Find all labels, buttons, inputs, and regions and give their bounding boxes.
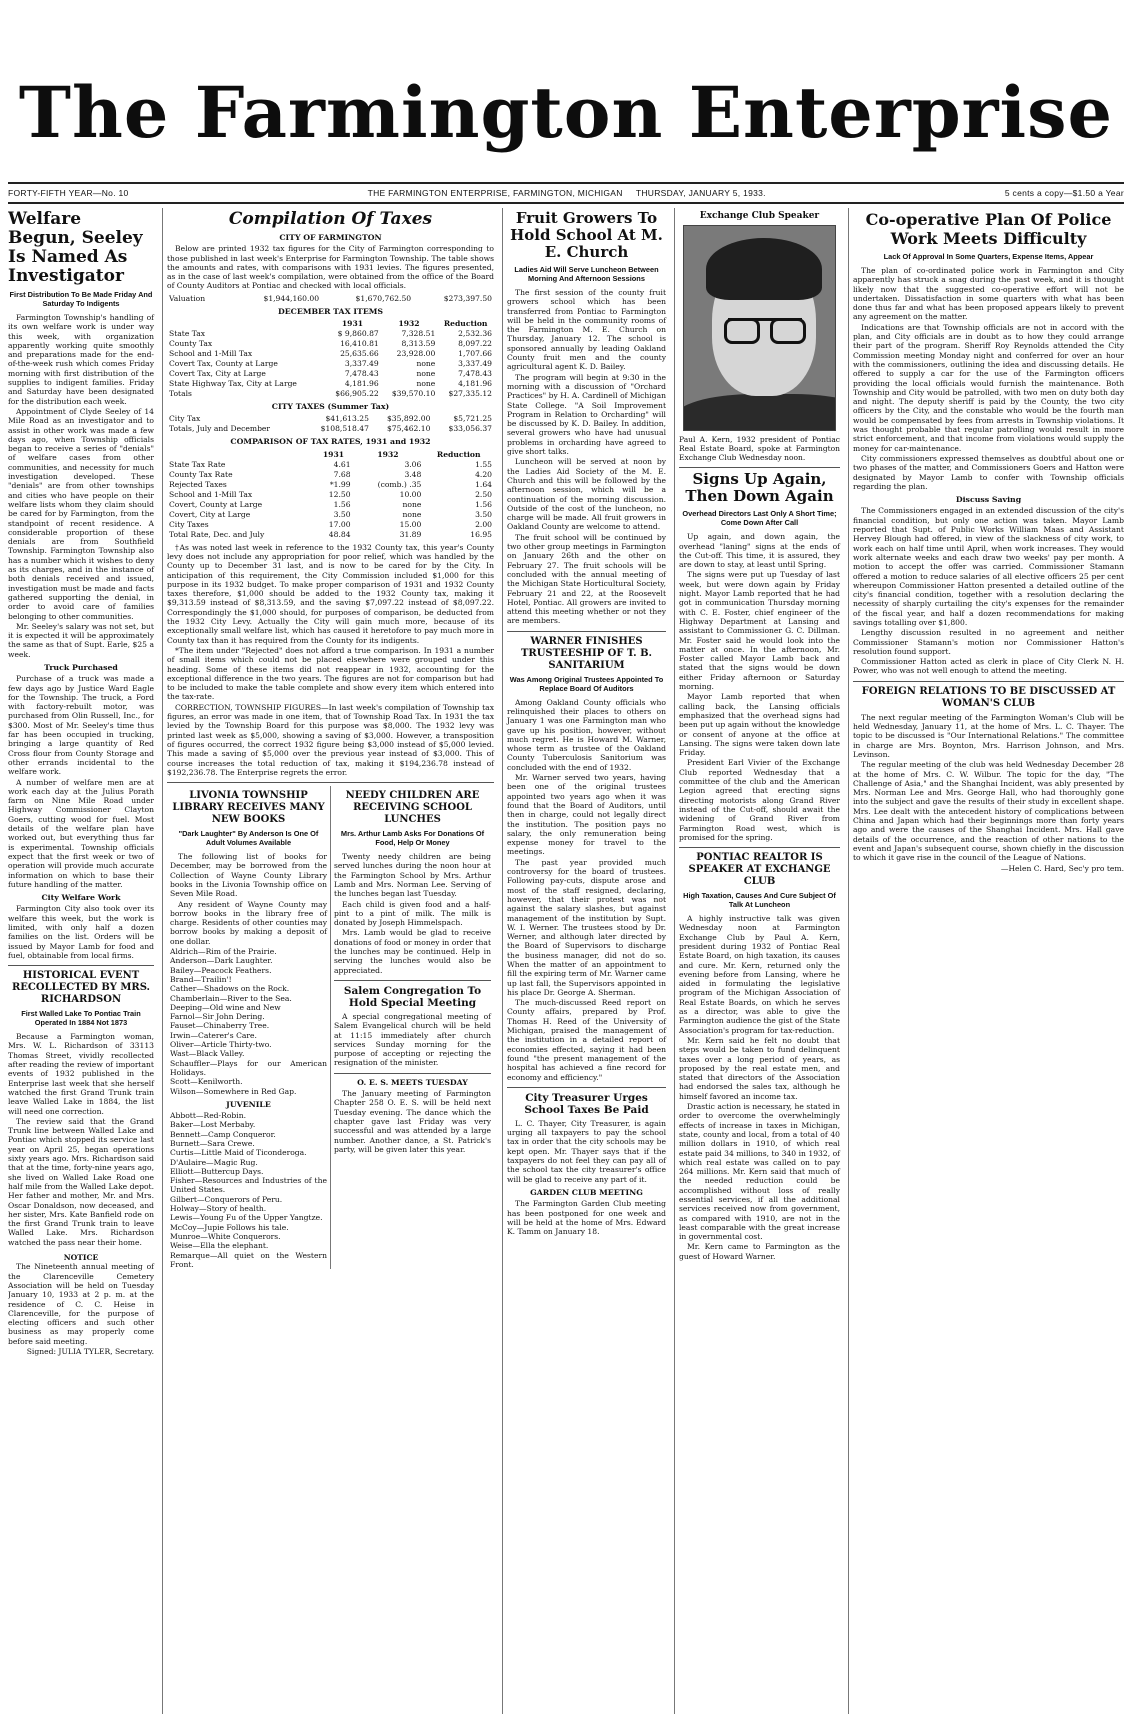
taxes-note-1: †As was noted last week in reference to the 1932 County tax, this year's County levy does not include any appropriation for poor relief, which was handled by the County up to December 31 last, and is now to be cared for by the City. In anticipation of this requirement, the City Commission included $1,000 for this purpose in its 1932 budget. To make proper comparison of 1931 and 1932 County taxes therefore, $1,000 should be added to the 1932 County tax, making it $9,313.59 instead of $8,313.59, and the saving $7,097.22 instead of $8,097.22. Correspondingly the $1,000 should, for purposes of comparison, be deducted from the 1932 City Levy. Actually the City will gain much more, because of its exceptionally small welfare list, which has caused it heretofore to pay much more in County tax than it has required from the County for its indigents.: [167, 542, 494, 645]
cell-1932: none: [402, 509, 422, 519]
cell-1931: $ 9,860.87: [337, 329, 379, 339]
needy-p1: Twenty needy children are being served lunches during the noon hour at the Farmington School by Mrs. Arthur Lamb and Mrs. Norman Lee. Serving of the lunches began last Tuesday.: [334, 852, 491, 899]
realtor-deck: High Taxation, Causes And Cure Subject Of Talk At Luncheon: [683, 891, 836, 910]
cell-1931: 4.61: [333, 459, 351, 469]
year-number: FORTY-FIFTH YEAR—No. 10: [8, 188, 129, 198]
welfare-subhead-truck: Truck Purchased: [44, 662, 118, 672]
cell-label: State Tax Rate: [169, 459, 226, 469]
cell-reduction: 4.20: [475, 469, 492, 479]
table-row-totals: [167, 389, 494, 399]
oes-headline: O. E. S. MEETS TUESDAY: [357, 1077, 468, 1087]
table-row: [167, 379, 494, 389]
notice-title: NOTICE: [63, 1253, 99, 1263]
december-tax-table: [167, 319, 494, 399]
cell-1932: 3.06: [404, 459, 422, 469]
list-item: Deeping—Old wine and New: [170, 1002, 281, 1012]
fruit-p4: The fruit school will be continued by two other group meetings in Farmington on January 26th and the other on February 27. The fruit schools will be concluded with the annual meeting of the Michigan State Horticultural Society, February 21 and 22, at the Roosevelt Hotel, Pontiac. All growers are invited to attend this meeting whether or not they are members.: [507, 532, 666, 626]
table-row: [167, 460, 494, 470]
table-row: [167, 414, 494, 424]
warner-p3: The past year provided much controversy for the board of trustees. Following pay-cuts, dispute arose and most of the staff resigned, declaring, however, that their protest was not against the salary slashes, but against management of the institution by Supt. W. I. Werner. The trustees stood by Dr. Werner, and although later directed by the Board of Supervisors to discharge the business manager, did not do so. When the matter of an appointment to fill the expiring term of Mr. Warner came up last fall, the Supervisors appointed in his place Dr. George A. Sherman.: [507, 857, 666, 997]
cell-label: Covert Tax, City at Large: [169, 369, 266, 379]
cell-1932: 23,928.00: [396, 349, 436, 359]
exchange-label: Exchange Club Speaker: [699, 211, 820, 221]
issue-date: THURSDAY, JANUARY 5, 1933.: [635, 188, 766, 198]
cell-reduction: 2.00: [475, 519, 492, 529]
paper-line: THE FARMINGTON ENTERPRISE, FARMINGTON, MICHIGAN: [367, 188, 623, 198]
dec-table-title: DECEMBER TAX ITEMS: [277, 306, 384, 316]
cell-1931: 7.68: [333, 469, 351, 479]
cell-reduction: 3,337.49: [458, 359, 492, 369]
cell-reduction: 4,181.96: [458, 379, 492, 389]
column-2: [162, 208, 498, 1714]
cell-1931: 25,635.66: [340, 349, 379, 359]
cell-reduction: 2,532.36: [458, 329, 492, 339]
library-deck: "Dark Laughter" By Anderson Is One Of Adult Volumes Available: [178, 829, 319, 848]
newspaper-title: The Farmington Enterprise: [18, 71, 1114, 154]
divider: [507, 631, 666, 632]
notice-signed: Signed: JULIA TYLER, Secretary.: [26, 1346, 154, 1356]
fruit-deck: Ladies Aid Will Serve Luncheon Between Morning And Afternoon Sessions: [514, 265, 659, 283]
cell-1931: $66,905.22: [335, 389, 379, 399]
realtor-p3: Drastic action is necessary, he stated in order to overcome the overwhelmingly effects of increase in taxes in Michigan, state, county and local, from a total of 40 million dollars in 1910, of which real estate paid 34 millions, to 340 in 1932, of which real estate was called on to pay 264 millions. Mr. Kern said that much of the needed reduction could be accomplished without loss of really essential services, if all the additional services received now from government, as compared with 1910, are not in the least comparable with the great increase in governmental cost.: [679, 1102, 840, 1242]
list-item: Farnol—Sir John Dering.: [170, 1012, 265, 1022]
column-4: [674, 208, 844, 1714]
fruit-p2: The program will begin at 9:30 in the morning with a discussion of "Orchard Practices" by H. A. Cardinell of Michigan State College. "A Soil Improvement Program in Relation to Orcharding" will be discussed by K. D. Bailey. In addition, several growers who have had unusual problems in orcharding have agreed to give short talks.: [507, 372, 666, 457]
taxes-intro: Below are printed 1932 tax figures for the City of Farmington corresponding to those published in last week's Enterprise for Farmington Township. The table shows the amounts and rates, with comparisons with 1931 levies. The figures presented, as in the case of last week's compilation, were obtained from the office of the Board of County Auditors at Pontiac and checked with local officials.: [167, 244, 494, 291]
cell-label: Valuation: [169, 293, 206, 303]
list-item: Abbott—Red-Robin.: [170, 1111, 246, 1121]
cell-1932: $75,462.10: [386, 424, 431, 434]
cell-reduction: 3.50: [475, 509, 492, 519]
library-p1: The following list of books for December, may be borrowed from the Collection of Wayne County Library books in the Livonia Township office on Seven Mile Road.: [170, 852, 327, 899]
list-item: Cather—Shadows on the Rock.: [170, 984, 290, 994]
warner-headline: WARNER FINISHES TRUSTEESHIP OF T. B. SANITARIUM: [520, 635, 653, 671]
list-item: Bennett—Camp Conqueror.: [170, 1129, 276, 1139]
cell-1932: (comb.) .35: [377, 479, 422, 489]
cell-reduction: 2.50: [475, 489, 492, 499]
taxes-headline: Compilation Of Taxes: [228, 209, 433, 229]
foreign-p2: The regular meeting of the club was held Wednesday December 28 at the home of Mrs. C. W. Wilbur. The topic for the day, "The Challenge of Asia," and the Shanghai Incident, was ably presented by Mrs. Norman Lee and Mrs. George Hall, who had thoroughly gone into the subject and gave the results of their study in excellent shape. Mrs. Lee dealt with the antecedent history of complications between China and Japan which had their beginnings more than forty years ago and were the causes of the Shanghai Incident. Mrs. Hall gave details of the occurrence, and the reaction of other nations to the event and Japan's subsequent course, shown chiefly in the discussion to which it gave rise in the council of the League of Nations.: [853, 760, 1124, 863]
realtor-p2: Mr. Kern said he felt no doubt that steps would be taken to fund delinquent taxes over a long period of years, as proposed by the real estate men, and stated that directors of the Association had endorsed the sales tax, although he himself favored an income tax.: [679, 1035, 840, 1101]
table-row: [167, 510, 494, 520]
city-tax-table: [167, 414, 494, 434]
library-article: [167, 786, 330, 1269]
columns: [8, 208, 1124, 1714]
list-item: Burnett—Sara Crewe.: [170, 1139, 255, 1148]
cell-reduction: $33,056.37: [448, 424, 492, 434]
cell-1932: 3.48: [404, 469, 422, 479]
warner-p4: The much-discussed Reed report on County affairs, prepared by Prof. Thomas H. Reed of the University of Michigan, praised the management of the institution in a detailed report of economies effected, saying it had been found "the present management of the hospital has achieved a fine record for economy and efficiency.": [507, 998, 666, 1082]
divider: [853, 681, 1124, 682]
foreign-headline: FOREIGN RELATIONS TO BE DISCUSSED AT WOMAN'S CLUB: [861, 685, 1116, 709]
divider: [334, 1073, 491, 1074]
folio-center: [129, 188, 1005, 198]
cell-1931: 12.50: [328, 489, 351, 499]
valuation-table: [167, 294, 494, 304]
police-deck: Lack Of Approval In Some Quarters, Expense Items, Appear: [883, 252, 1094, 261]
police-p6: Commissioner Hatton acted as clerk in place of City Clerk N. H. Power, who was not well enough to attend the meeting.: [853, 657, 1124, 676]
list-item: Wast—Black Valley.: [170, 1049, 245, 1059]
cell-1932: 31.89: [399, 529, 422, 539]
list-item: Baker—Lost Merbaby.: [170, 1120, 256, 1130]
signs-p1: Up again, and down again, the overhead "laning" signs at the ends of the Cut-off. This time, it is assured, they are down to stay, at least until Spring.: [679, 532, 840, 570]
list-item: Schauffler—Plays for our American Holidays.: [170, 1058, 327, 1077]
list-item: Gilbert—Conquerors of Peru.: [170, 1194, 283, 1204]
cell-label: Covert Tax, County at Large: [169, 359, 278, 369]
cell-1932: 10.00: [399, 489, 422, 499]
header-1932: 1932: [398, 319, 420, 329]
list-item: Fisher—Resources and Industries of the United States.: [170, 1176, 327, 1195]
cell-reduction: $27,335.12: [448, 389, 492, 399]
column-1: [8, 208, 158, 1714]
rates-table-title: COMPARISON OF TAX RATES, 1931 and 1932: [230, 437, 431, 447]
table-row-totals: [167, 530, 494, 540]
list-item: Weise—Ella the elephant.: [170, 1241, 269, 1251]
divider: [167, 782, 494, 783]
cell-1932: 8,313.59: [401, 339, 436, 349]
cell-1931: 16,410.81: [340, 339, 379, 349]
lower-subcolumns: [167, 786, 494, 1269]
cell-1931: $108,518.47: [320, 424, 369, 434]
welfare-p3: Mr. Seeley's salary was not set, but it is expected it will be approximately the same as that of Supt. Earle, $25 a week.: [8, 621, 154, 659]
list-item: Munroe—White Conquerors.: [170, 1231, 281, 1241]
list-item: Oliver—Article Thirty-two.: [170, 1040, 272, 1050]
divider: [334, 980, 491, 981]
cell-1931: 3.50: [333, 509, 351, 519]
cell-1932: none: [402, 499, 422, 509]
cell-1931: 3,337.49: [344, 359, 379, 369]
library-headline: LIVONIA TOWNSHIP LIBRARY RECEIVES MANY NEW BOOKS: [172, 790, 325, 826]
police-p3: City commissioners expressed themselves as doubtful about one or two phases of the matter, and Commissioners Goers and Hatton were designated by Mayor Lamb to confer with Township officials regarding the plan.: [853, 453, 1124, 491]
police-subhead: Discuss Saving: [955, 495, 1022, 505]
cell-1931: 7,478.43: [344, 369, 379, 379]
cell-reduction: $5,721.25: [453, 414, 492, 424]
fruit-headline: Fruit Growers To Hold School At M. E. Church: [510, 209, 663, 261]
historical-headline: HISTORICAL EVENT RECOLLECTED BY MRS. RICHARDSON: [11, 970, 151, 1006]
realtor-headline: PONTIAC REALTOR IS SPEAKER AT EXCHANGE CLUB: [688, 852, 831, 888]
list-item: Fauset—Chinaberry Tree.: [170, 1021, 270, 1031]
needy-deck: Mrs. Arthur Lamb Asks For Donations Of Food, Help Or Money: [340, 829, 485, 848]
cell-1932: none: [416, 369, 436, 379]
table-row: [167, 470, 494, 480]
needy-p2: Each child is given food and a half-pint to a pint of milk. The milk is donated by Joseph Himmelspach.: [334, 899, 491, 928]
cell-reduction: 7,478.43: [458, 369, 492, 379]
historical-p2: The review said that the Grand Trunk line between Walled Lake and Pontiac which stopped its service last year on April 25, began operations sixty years ago. Mrs. Richardson said that at the time, forty-nine years ago, she lived on Walled Lake Road one half mile from the Walled Lake depot. Her father and mother, Mr. and Mrs. Oscar Donaldson, now deceased, and her sister, Mrs. Kate Banfield rode on the first Grand Trunk train to leave Walled Lake. Mrs. Richardson watched the pass near their home.: [8, 1116, 154, 1247]
list-item: D'Aulaire—Magic Rug.: [170, 1157, 258, 1167]
realtor-p1: A highly instructive talk was given Wednesday noon at Farmington Exchange Club by Paul A. Kern, president during 1932 of Pontiac Real Estate Board, on high taxation, its causes and cure. Mr. Kern, returned only the evening before from Lansing, where he aided in formulating the legislative program of the Michigan Association of Real Estate Boards, on which he serves as a director, was able to give the Farmington audience the gist of the State Association's program for tax-reduction.: [679, 914, 840, 1035]
cell-1932: $1,670,762.50: [355, 293, 412, 303]
welfare-p4: Purchase of a truck was made a few days ago by Justice Ward Eagle for the Township. The truck, a Ford with factory-rebuilt motor, was purchased from Olin Russell, Inc., for $300. Most of Mr. Seeley's time thus far has been occupied in trucking, bringing a large quantity of Red Cross flour from County Storage and other errands incidental to the welfare work.: [8, 674, 154, 777]
city-table-title: CITY TAXES (Summer Tax): [271, 402, 390, 412]
welfare-headline: Welfare Begun, Seeley Is Named As Investigator: [8, 209, 143, 286]
cell-reduction: 1.64: [475, 479, 492, 489]
cell-1931: 1.56: [333, 499, 351, 509]
table-row: [167, 369, 494, 379]
signs-p2: The signs were put up Tuesday of last week, but were down again by Friday night. Mayor Lamb reported that he had got in communication Thursday morning with C. E. Foster, chief engineer of the Highway Department at Lansing and assistant to Commissioner G. C. Dillman. Mr. Foster said he would look into the matter at once. In the afternoon, Mr. Foster called Mayor Lamb back and stated that the signs would be down either Friday afternoon or Saturday morning.: [679, 570, 840, 692]
salem-headline: Salem Congregation To Hold Special Meeting: [343, 984, 482, 1009]
cell-1931: 17.00: [328, 519, 351, 529]
list-item: Lewis—Young Fu of the Upper Yangtze.: [170, 1213, 323, 1223]
cell-1932: 15.00: [399, 519, 422, 529]
cell-1931: $41,613.25: [325, 414, 369, 424]
realtor-p4: Mr. Kern came to Farmington as the guest of Howard Warner.: [679, 1242, 840, 1261]
cell-reduction: 1.56: [475, 499, 492, 509]
table-header-row: [167, 450, 494, 460]
divider: [8, 965, 154, 966]
police-p2: Indications are that Township officials are not in accord with the plan, and City officials are in doubt as to how they could arrange their part of the program. Sheriff Roy Reynolds attended the City Commission meeting Monday night and conferred for over an hour with the commissioners, outlining the idea and discussing details. He offered to supply a car for the use of the Farmington officers providing the local officials would furnish the maintenance. Both Township and City would be patrolled, with two men on duty both day and night. The deputy sheriff is paid by the County, the two city officers by the City, and the constable who would be the fourth man would be compensated by fees from arrests in Township violations. It was thought probable that regular patrolling would result in more strict enforcement, and that income from violations would supply the money for car-maintenance.: [853, 322, 1124, 453]
signs-p4: President Earl Vivier of the Exchange Club reported Wednesday that a committee of the club and the American Legion agreed that erecting signs directing motorists along Grand River instead of the Cut-off, should await the widening of Grand River from Farmington Road west, which is promised for the spring.: [679, 758, 840, 842]
cell-1931: *1.99: [329, 479, 351, 489]
cell-label: State Highway Tax, City at Large: [169, 379, 297, 389]
header-1931: 1931: [322, 449, 345, 459]
header-reduction: Reduction: [436, 449, 481, 459]
divider: [507, 1087, 666, 1088]
signs-headline: Signs Up Again, Then Down Again: [685, 470, 834, 506]
speaker-portrait: [683, 225, 836, 431]
list-item: Remarque—All quiet on the Western Front.: [170, 1250, 327, 1269]
library-p2: Any resident of Wayne County may borrow books in the library free of charge. Residents of other counties may borrow books by making a deposit of one dollar.: [170, 899, 327, 946]
divider: [679, 467, 840, 468]
book-list: [170, 947, 327, 1269]
police-p5: Lengthy discussion resulted in no agreement and neither Commissioner Stamann's motion nor Commissioner Hatton's resolution found support.: [853, 628, 1124, 656]
welfare-p1: Farmington Township's handling of its own welfare work is under way this week, with organization apparently working quite smoothly and preparations made for the end-of-the-week rush which comes Friday morning with first distribution of the supplies to indigent families. Friday and Saturday have been designated for the distribution each week.: [8, 313, 154, 406]
welfare-subhead-city: City Welfare Work: [41, 893, 121, 903]
list-item: Scott—Kenilworth.: [170, 1077, 243, 1087]
list-item: Holway—Story of health.: [170, 1204, 267, 1214]
cell-label: School and 1-Mill Tax: [169, 349, 253, 359]
welfare-deck: First Distribution To Be Made Friday And Saturday To Indigents: [9, 290, 153, 308]
list-item: Bailey—Peacock Feathers.: [170, 965, 272, 975]
cell-1931: 4,181.96: [344, 379, 379, 389]
garden-headline: GARDEN CLUB MEETING: [530, 1187, 643, 1197]
cell-label: Covert, County at Large: [169, 499, 263, 509]
list-item: McCoy—Jupie Follows his tale.: [170, 1222, 289, 1232]
cell-1932: none: [416, 379, 436, 389]
cell-label: Covert, City at Large: [169, 509, 251, 519]
table-row: [167, 500, 494, 510]
cell-reduction: 1,707.66: [458, 349, 492, 359]
police-headline: Co-operative Plan Of Police Work Meets Difficulty: [865, 210, 1112, 248]
header-1932: 1932: [377, 449, 399, 459]
treasurer-headline: City Treasurer Urges School Taxes Be Paid: [524, 1091, 649, 1116]
cell-label: School and 1-Mill Tax: [169, 489, 253, 499]
oes-p1: The January meeting of Farmington Chapter 258 O. E. S. will be held next Tuesday evening. The dance which the chapter gave last Friday was very successful and was attended by a large number. Another dance, a St. Patrick's party, will be given later this year.: [334, 1089, 491, 1154]
welfare-p2: Appointment of Clyde Seeley of 14 Mile Road as an investigator and to assist in other work was made a few days ago, when Township officials began to receive a series of "denials" of welfare cases from other communities, and necessity for much investigation developed. These "denials" are from other townships and cities who have people on their welfare lists whom they claim should be cared for by Farmington, from the standpoint of recent residence. A considerable proportion of these denials are from Southfield Township. Farmington Township also has a number which it wishes to deny as its charges, and in the instance of both denials received and issued, investigation must be made and facts gathered supporting the denial, in order to avoid care of families belonging to other communities.: [8, 406, 154, 621]
list-item: Anderson—Dark Laughter.: [170, 956, 273, 966]
signs-p3: Mayor Lamb reported that when calling back, the Lansing officials emphasized that the overhead signs had been put up again without the knowledge or consent of anyone at the office at Lansing. The signs were taken down late Friday.: [679, 692, 840, 758]
warner-p2: Mr. Warner served two years, having been one of the original trustees appointed two years ago when it was found that the Board of Auditors, until then in charge, could not legally direct the institution. The position pays no salary, the only remuneration being expense money for travel to the meetings.: [507, 773, 666, 857]
warner-deck: Was Among Original Trustees Appointed To Replace Board Of Auditors: [509, 674, 664, 693]
foreign-signed: —Helen C. Hard, Sec'y pro tem.: [1000, 863, 1124, 873]
price: 5 cents a copy—$1.50 a Year: [1004, 188, 1124, 198]
table-row: [167, 490, 494, 500]
signs-deck: Overhead Directors Last Only A Short Time; Come Down After Call: [682, 509, 837, 528]
list-item: Brand—Trailin'!: [170, 974, 232, 984]
salem-p1: A special congregational meeting of Salem Evangelical church will be held at 11:15 immediately after church services Sunday morning for the purpose of accepting or rejecting the resignation of the minister.: [334, 1011, 491, 1068]
header-reduction: Reduction: [443, 319, 488, 329]
cell-label: City Taxes: [169, 519, 209, 529]
notice-body: The Nineteenth annual meeting of the Clarenceville Cemetery Association will be held on Tuesday January 10, 1933 at 2 p. m. at the residence of C. C. Heise in Clarenceville, for the purpose of electing officers and such other business as may properly come before said meeting.: [8, 1262, 154, 1346]
warner-p1: Among Oakland County officials who relinquished their places to others on January 1 was one Farmington man who gave up his position, however, without much regret. He is Howard M. Warner, whose term as trustee of the Oakland County Tuberculosis Sanitorium was concluded with the end of 1932.: [507, 697, 666, 772]
list-item: Irwin—Caterer's Care.: [170, 1030, 257, 1040]
historical-p1: Because a Farmington woman, Mrs. W. L. Richardson of 33113 Thomas Street, vividly recollected after reading the review of important events of 1932 published in the Enterprise last week that she herself watched the first Grand Trunk train leave Walled Lake in 1884, the list will need one correction.: [8, 1032, 154, 1116]
table-row: [167, 349, 494, 359]
cell-1931: $1,944,160.00: [263, 293, 320, 303]
column-5: [848, 208, 1124, 1714]
photo-caption: Paul A. Kern, 1932 president of Pontiac Real Estate Board, spoke at Farmington Exchange Club Wednesday noon.: [679, 435, 840, 463]
foreign-p1: The next regular meeting of the Farmington Woman's Club will be held Wednesday, January 11, at the home of Mrs. L. C. Thayer. The topic to be discussed is "Our International Relations." The committee in charge are Mrs. Boynton, Mrs. Harrison Johnson, and Mrs. Levinson.: [853, 712, 1124, 759]
cell-label: Rejected Taxes: [169, 479, 227, 489]
glasses-icon: [728, 318, 802, 338]
welfare-p5: A number of welfare men are at work each day at the Julius Porath farm on Nine Mile Road under Highway Commissioner Clayton Goers, cutting wood for fuel. Most details of the welfare plan have worked out, but everything thus far is experimental. Township officials expect that the first week or two of operation will provide much accurate information on which to base their future handling of the matter.: [8, 777, 154, 889]
cell-reduction: 8,097.22: [458, 339, 492, 349]
juvenile-heading: JUVENILE: [226, 1099, 271, 1109]
police-p1: The plan of co-ordinated police work in Farmington and City apparently has struck a snag during the past week, and it is thought likely now that the suggested co-operative effort will not be undertaken. Dissatisfaction in some quarters with what has been done thus far and what has been proposed appears likely to prevent any agreement on the matter.: [853, 266, 1124, 322]
taxes-correction: CORRECTION, TOWNSHIP FIGURES—In last week's compilation of Township tax figures, an error was made in one item, that of Township Road Tax. In 1931 the tax levied by the Township Board for this purpose was $8,000. The 1932 levy was printed last week as $5,000, showing a saving of $3,000. However, a transposition of figures occurred, the correct 1932 figure being $3,000 instead of $5,000 levied. This made a saving of $5,000 over the previous year instead of $3,000. This of course increases the total reduction of tax, making it $194,236.78 instead of $192,236.78. The Enterprise regrets the error.: [167, 702, 494, 777]
divider: [679, 847, 840, 848]
tax-rates-table: [167, 450, 494, 540]
taxes-city: CITY OF FARMINGTON: [279, 233, 382, 242]
cell-reduction: 1.55: [475, 459, 492, 469]
needy-p3: Mrs. Lamb would be glad to receive donations of food or money in order that the lunches may be continued. Help in serving the lunches would also be appreciated.: [334, 928, 491, 975]
table-row: [167, 480, 494, 490]
masthead: [6, 0, 1126, 182]
cell-1932: $39,570.10: [391, 389, 436, 399]
cell-label: City Tax: [169, 414, 201, 424]
cell-1932: 7,328.51: [401, 329, 436, 339]
list-item: Chamberlain—River to the Sea.: [170, 993, 292, 1003]
list-item: Elliott—Buttercup Days.: [170, 1166, 264, 1176]
cell-label: County Tax: [169, 339, 213, 349]
list-item: Wilson—Somewhere in Red Gap.: [170, 1086, 297, 1096]
historical-deck: First Walled Lake To Pontiac Train Operated In 1884 Not 1873: [21, 1009, 141, 1028]
treasurer-p1: L. C. Thayer, City Treasurer, is again urging all taxpayers to pay the school tax in order that the city schools may be kept open. Mr. Thayer says that if the taxpayers do not feel they can pay all of the school tax the city treasurer's office will be glad to receive any part of it.: [507, 1118, 666, 1184]
table-row: [167, 294, 494, 304]
cell-label: State Tax: [169, 329, 206, 339]
cell-label: Totals, July and December: [169, 424, 271, 434]
cell-1931: 48.84: [328, 529, 351, 539]
cell-reduction: 16.95: [470, 529, 492, 539]
police-p4: The Commissioners engaged in an extended discussion of the city's financial condition, but only one action was taken. Mayor Lamb reported that Supt. of Public Works William Maas and Assistant Hervey Blough had offered, in view of the slackness of city work, to work each on half time until April, when work increases. They would work alternate weeks and each draw two weeks' pay per month. A motion to accept the offer was carried. Commissioner Stamann offered a motion to reduce salaries of all elective officers 25 per cent whereupon Commissioner Hatton presented a detailed outline of the city's financial condition, together with a resolution declaring the necessity of sharply curtailing the city's expenses for the remainder of the fiscal year, and half a dozen recommendations for making savings totalling over $1,800.: [853, 506, 1124, 627]
table-row: [167, 520, 494, 530]
folio-line: [8, 182, 1124, 204]
table-header-row: [167, 319, 494, 329]
fruit-p3: Luncheon will be served at noon by the Ladies Aid Society of the M. E. Church and this will be followed by the afternoon session, which will be a continuation of the morning discussion. Outside of the cost of the luncheon, no charge will be made. All fruit growers in Oakland County are welcome to attend.: [507, 457, 666, 532]
taxes-note-2: *The item under "Rejected" does not afford a true comparison. In 1931 a number of small items which could not be placed elsewhere were grouped under this heading. Some of these items did not reappear in 1932, accounting for the exceptional difference in the two years. The figures are not for comparison but had to be included to make the table complete and show every item which entered into the tax-rate.: [167, 645, 494, 702]
table-row: [167, 359, 494, 369]
table-row: [167, 424, 494, 434]
cell-1932: none: [416, 359, 436, 369]
needy-headline: NEEDY CHILDREN ARE RECEIVING SCHOOL LUNCHES: [345, 790, 480, 826]
cell-reduction: $273,397.50: [443, 293, 492, 303]
fruit-p1: The first session of the county fruit growers school which has been transferred from Pontiac to Farmington will be held in the community rooms of the Farmington M. E. Church on Thursday, January 12. The school is sponsored annually by leading Oakland County fruit men and the county agricultural agent K. D. Bailey.: [507, 288, 666, 372]
needy-children-article: [330, 786, 494, 1269]
welfare-p6: Farmington City also took over its welfare this week, but the work is limited, with only half a dozen families on the list. Orders will be issued by Mayor Lamb for food and fuel, obtainable from local firms.: [8, 904, 154, 960]
table-row: [167, 329, 494, 339]
garden-p1: The Farmington Garden Club meeting has been postponed for one week and will be held at the home of Mrs. Edward K. Tamm on January 18.: [507, 1199, 666, 1237]
list-item: Curtis—Little Maid of Ticonderoga.: [170, 1148, 307, 1158]
cell-label: County Tax Rate: [169, 469, 233, 479]
cell-label: Total Rate, Dec. and July: [169, 529, 265, 539]
cell-1932: $35,892.00: [386, 414, 431, 424]
list-item: Aldrich—Rim of the Prairie.: [170, 947, 277, 957]
cell-label: Totals: [169, 389, 192, 399]
header-1931: 1931: [341, 319, 364, 329]
column-3: [502, 208, 670, 1714]
table-row: [167, 339, 494, 349]
